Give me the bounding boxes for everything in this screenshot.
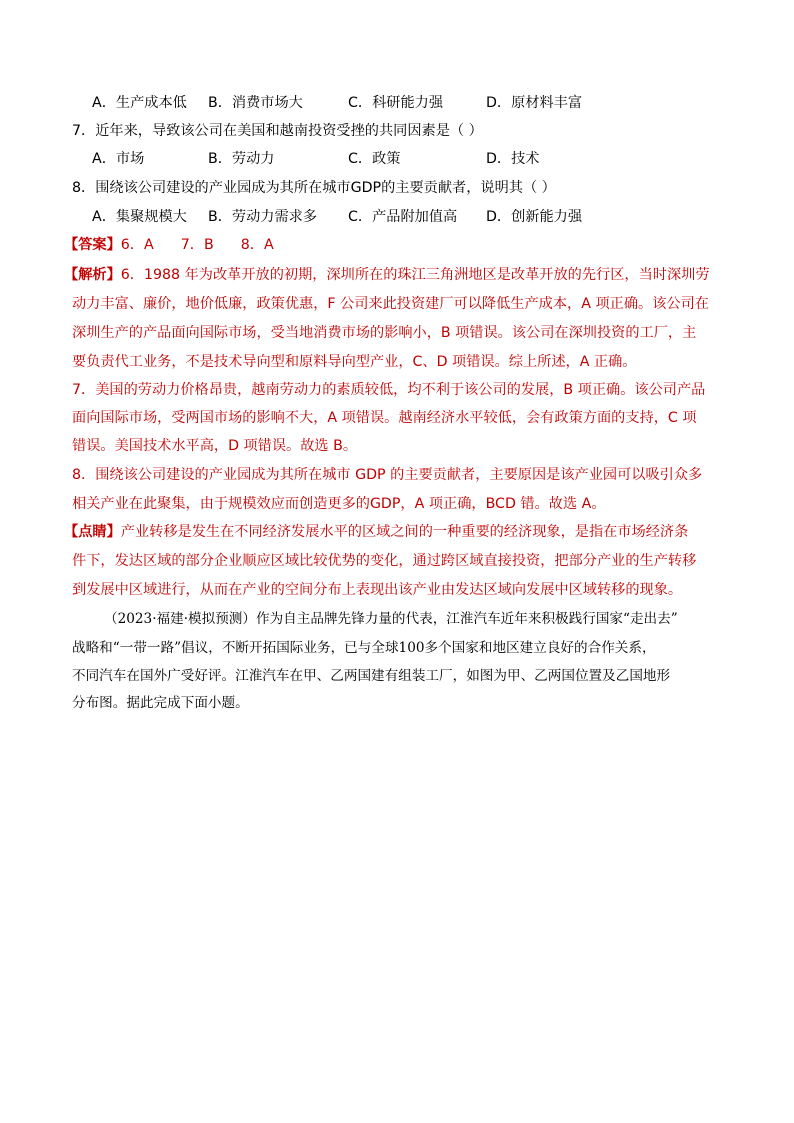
comment-line-2: 件下，发达区域的部分企业顺应区域比较优势的变化，通过跨区域直接投资，把部分产业的生产转移 xyxy=(72,553,697,569)
analysis-p6-line-1 xyxy=(64,265,724,285)
analysis-p8-line-2: 相关产业在此聚集，由于规模效应而创造更多的GDP，A 项正确，BCD 错。故选 A。 xyxy=(72,496,606,512)
intro-line-2: 战略和“一带一路”倡议，不断开拓国际业务，已与全球100多个国家和地区建立良好的合作关系， xyxy=(72,640,656,656)
q6-option-d: D．原材料丰富 xyxy=(486,95,583,111)
comment-line-1 xyxy=(64,522,724,542)
analysis-p6-line-4: 要负责代工业务，不是技术导向型和原料导向型产业，C、D 项错误。综上所述，A 正确。 xyxy=(72,354,637,370)
analysis-p6-line-3: 深圳生产的产品面向国际市场，受当地消费市场的影响小，B 项错误。该公司在深圳投资的工厂，主 xyxy=(72,325,697,341)
comment-tag: 【点睛】 xyxy=(64,524,121,540)
intro-line-1: （2023·福建·模拟预测）作为自主品牌先锋力量的代表，江淮汽车近年来积极践行国家“走出去” xyxy=(104,611,678,627)
q7-stem: 7．近年来，导致该公司在美国和越南投资受挫的共同因素是（ ） xyxy=(72,123,483,139)
analysis-p7-line-1: 7．美国的劳动力价格昂贵，越南劳动力的素质较低，均不利于该公司的发展，B 项正确。该公司产品 xyxy=(72,382,706,398)
comment-text-1: 产业转移是发生在不同经济发展水平的区域之间的一种重要的经济现象，是指在市场经济条 xyxy=(120,524,689,540)
analysis-p7-line-2: 面向国际市场，受两国市场的影响不大，A 项错误。越南经济水平较低，会有政策方面的支持，C 项 xyxy=(72,410,697,426)
q8-option-c: C．产品附加值高 xyxy=(348,209,458,225)
intro-line-4: 分布图。据此完成下面小题。 xyxy=(72,695,249,711)
q8-option-a: A．集聚规模大 xyxy=(92,209,187,225)
q8-option-b: B．劳动力需求多 xyxy=(208,209,318,225)
analysis-p8-line-1: 8．围绕该公司建设的产业园成为其所在城市 GDP 的主要贡献者，主要原因是该产业园可以吸引众多 xyxy=(72,467,703,483)
analysis-p6-line-2: 动力丰富、廉价，地价低廉，政策优惠，F 公司来此投资建厂可以降低生产成本，A 项正确。该公司在 xyxy=(72,296,709,312)
q7-option-d: D．技术 xyxy=(486,151,540,167)
q8-option-d: D．创新能力强 xyxy=(486,209,583,225)
q6-option-b: B．消费市场大 xyxy=(208,95,303,111)
analysis-p7-line-3: 错误。美国技术水平高，D 项错误。故选 B。 xyxy=(72,438,358,454)
intro-line-3: 不同汽车在国外广受好评。江淮汽车在甲、乙两国建有组装工厂，如图为甲、乙两国位置及乙国地形 xyxy=(72,668,671,684)
q7-option-c: C．政策 xyxy=(348,151,401,167)
answer-text: 6．A 7．B 8．A xyxy=(120,237,274,253)
q8-stem: 8．围绕该公司建设的产业园成为其所在城市GDP的主要贡献者，说明其（ ） xyxy=(72,180,556,196)
analysis-tag: 【解析】 xyxy=(64,267,121,283)
answer-tag: 【答案】 xyxy=(64,237,121,253)
q7-option-a: A．市场 xyxy=(92,151,145,167)
q6-option-c: C．科研能力强 xyxy=(348,95,444,111)
answer-line xyxy=(64,235,724,255)
analysis-p6-text-1: 6．1988 年为改革开放的初期，深圳所在的珠江三角洲地区是改革开放的先行区，当时深圳劳 xyxy=(120,267,710,283)
q7-option-b: B．劳动力 xyxy=(208,151,275,167)
comment-line-3: 到发展中区域进行，从而在产业的空间分布上表现出该产业由发达区域向发展中区域转移的现象。 xyxy=(72,582,683,598)
q6-option-a: A．生产成本低 xyxy=(92,95,187,111)
